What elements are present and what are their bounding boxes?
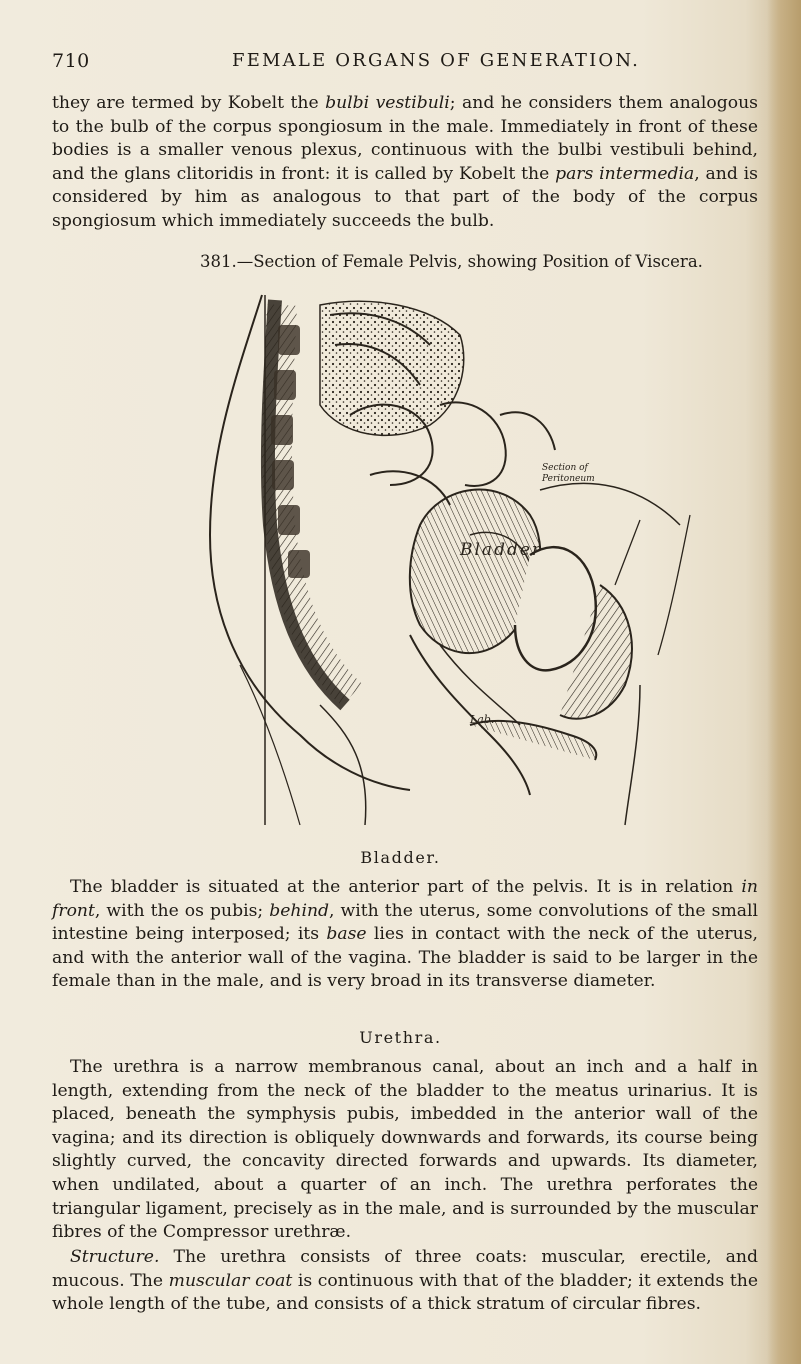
urethra-text: The urethra is a narrow membranous canal, about an inch and a half in length, extending from the neck of the bladder to the meatus urinarius. It is placed, beneath the symphysis pubis, imbedded in the anterior wall of the vagina; and its direction is obliquely downwards and forwards, its course being slightly curved, the concavity directed forwards and upwards. Its diameter, when undilated, about a quarter of an inch. The urethra perforates the triangular ligament, precisely as in the male, and is surrounded by the muscular fibres of the Compressor urethræ. xyxy=(52,1057,758,1243)
structure-lead: Structure. xyxy=(70,1247,160,1267)
bladder-text-3: , with the uterus, some convolutions of the small intestine being interposed; its xyxy=(52,900,758,945)
page-edge xyxy=(767,0,801,1364)
intro-text-1: they are termed by Kobelt the xyxy=(52,93,326,113)
structure-text-1: The urethra consists of three coats: muscular, erectile, and mucous. The xyxy=(52,1247,758,1291)
bladder-emphasis-2: behind xyxy=(269,900,330,921)
intro-text-2: ; and he considers them analogous to the bulb of the corpus spongiosum in the male. Immediately in front of these bodies is a smaller venous plexus, continuous with the bulbi vestibuli behind, and the glans clitoridis in front: it is called by Kobelt the xyxy=(52,93,758,184)
structure-text-2: is continuous with that of the bladder; it extends the whole length of the tube, and consists of a thick stratum of circular fibres. xyxy=(52,1270,759,1315)
label-peritoneum: Peritoneum xyxy=(542,474,595,484)
figure-caption: 381.—Section of Female Pelvis, showing Position of Viscera. xyxy=(200,252,703,271)
bladder-text-2: , with the os pubis; xyxy=(94,900,270,921)
pelvis-illustration xyxy=(170,285,730,835)
running-head xyxy=(52,50,752,80)
label-section-of: Section of xyxy=(542,463,588,473)
bladder-text-4: lies in contact with the neck of the uterus, and with the anterior wall of the vagina. The bladder is said to be larger in the female than in the male, and is very broad in its transverse diameter. xyxy=(52,924,758,992)
bladder-paragraph xyxy=(52,876,758,994)
running-head-title: FEMALE ORGANS OF GENERATION. xyxy=(232,50,641,71)
intro-emphasis-1: bulbi vestibuli xyxy=(325,93,450,113)
figure-pelvis-section xyxy=(170,285,730,835)
structure-emphasis-1: muscular coat xyxy=(168,1270,293,1291)
bladder-emphasis-1: in front xyxy=(52,877,758,921)
label-bladder: Bladder xyxy=(460,540,543,560)
intro-emphasis-2: pars intermedia xyxy=(555,163,695,184)
section-heading-bladder: Bladder. xyxy=(360,848,441,867)
bladder-text-1: The bladder is situated at the anterior part of the pelvis. It is in relation xyxy=(70,877,742,897)
intro-text-3: , and is considered by him as analogous to that part of the body of the corpus spongiosum which immediately succeeds the bulb. xyxy=(52,163,758,231)
intro-paragraph xyxy=(52,92,758,234)
bladder-emphasis-3: base xyxy=(326,924,367,945)
page-number: 710 xyxy=(52,50,90,72)
urethra-paragraph xyxy=(52,1056,758,1245)
section-heading-urethra: Urethra. xyxy=(359,1028,442,1047)
label-lab: Lab. xyxy=(470,713,495,726)
structure-paragraph xyxy=(52,1246,758,1317)
